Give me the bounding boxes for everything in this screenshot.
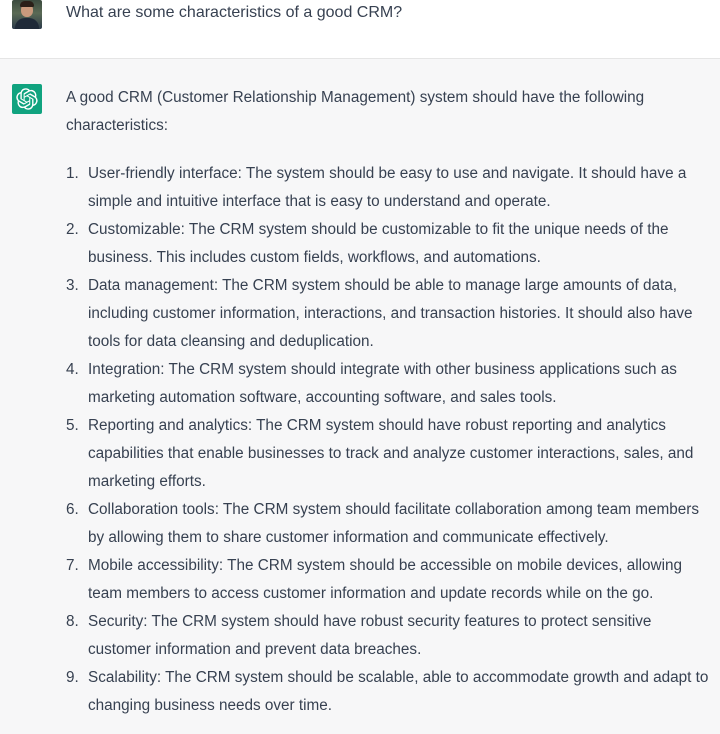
user-avatar — [12, 0, 42, 29]
list-item-text: Customizable: The CRM system should be customizable to fit the unique needs of the business. This includes custom fields, workflows, and automations. — [88, 221, 669, 266]
list-item-number: 9. — [66, 669, 79, 686]
list-item-text: Reporting and analytics: The CRM system should have robust reporting and analytics capabilities that enable businesses to track and analyze customer interactions, sales, and marketing efforts. — [88, 417, 694, 490]
list-item — [66, 496, 716, 552]
list-item-number: 2. — [66, 221, 79, 238]
user-message-row — [0, 0, 720, 59]
characteristics-list — [66, 160, 716, 720]
list-item — [66, 216, 716, 272]
list-item-text: Mobile accessibility: The CRM system should be accessible on mobile devices, allowing team members to access customer information and update records while on the go. — [88, 557, 683, 602]
list-item-number: 8. — [66, 613, 79, 630]
list-item-text: User-friendly interface: The system should be easy to use and navigate. It should have a simple and intuitive interface that is easy to understand and operate. — [88, 165, 687, 210]
list-item-text: Collaboration tools: The CRM system should facilitate collaboration among team members by allowing them to share customer information and communicate effectively. — [88, 501, 700, 546]
list-item — [66, 412, 716, 496]
list-item — [66, 356, 716, 412]
list-item-number: 3. — [66, 277, 79, 294]
list-item — [66, 608, 716, 664]
list-item-number: 6. — [66, 501, 79, 518]
list-item-text: Integration: The CRM system should integrate with other business applications such as marketing automation software, accounting software, and sales tools. — [88, 361, 677, 406]
list-item — [66, 552, 716, 608]
list-item-number: 4. — [66, 361, 79, 378]
list-item-text: Data management: The CRM system should be able to manage large amounts of data, including customer information, interactions, and transaction histories. It should also have tools for data cleansing and deduplication. — [88, 277, 693, 350]
list-item-text: Security: The CRM system should have robust security features to protect sensitive customer information and prevent data breaches. — [88, 613, 652, 658]
list-item-number: 1. — [66, 165, 79, 182]
assistant-answer — [66, 84, 716, 720]
list-item-number: 7. — [66, 557, 79, 574]
list-item-text: Scalability: The CRM system should be scalable, able to accommodate growth and adapt to changing business needs over time. — [88, 669, 709, 714]
list-item — [66, 664, 716, 720]
answer-intro: A good CRM (Customer Relationship Management) system should have the following characteristics: — [66, 89, 645, 134]
list-item-number: 5. — [66, 417, 79, 434]
list-item — [66, 160, 716, 216]
openai-logo-icon — [12, 84, 42, 114]
assistant-message-row — [0, 59, 720, 734]
user-message-text: What are some characteristics of a good CRM? — [66, 4, 403, 21]
list-item — [66, 272, 716, 356]
